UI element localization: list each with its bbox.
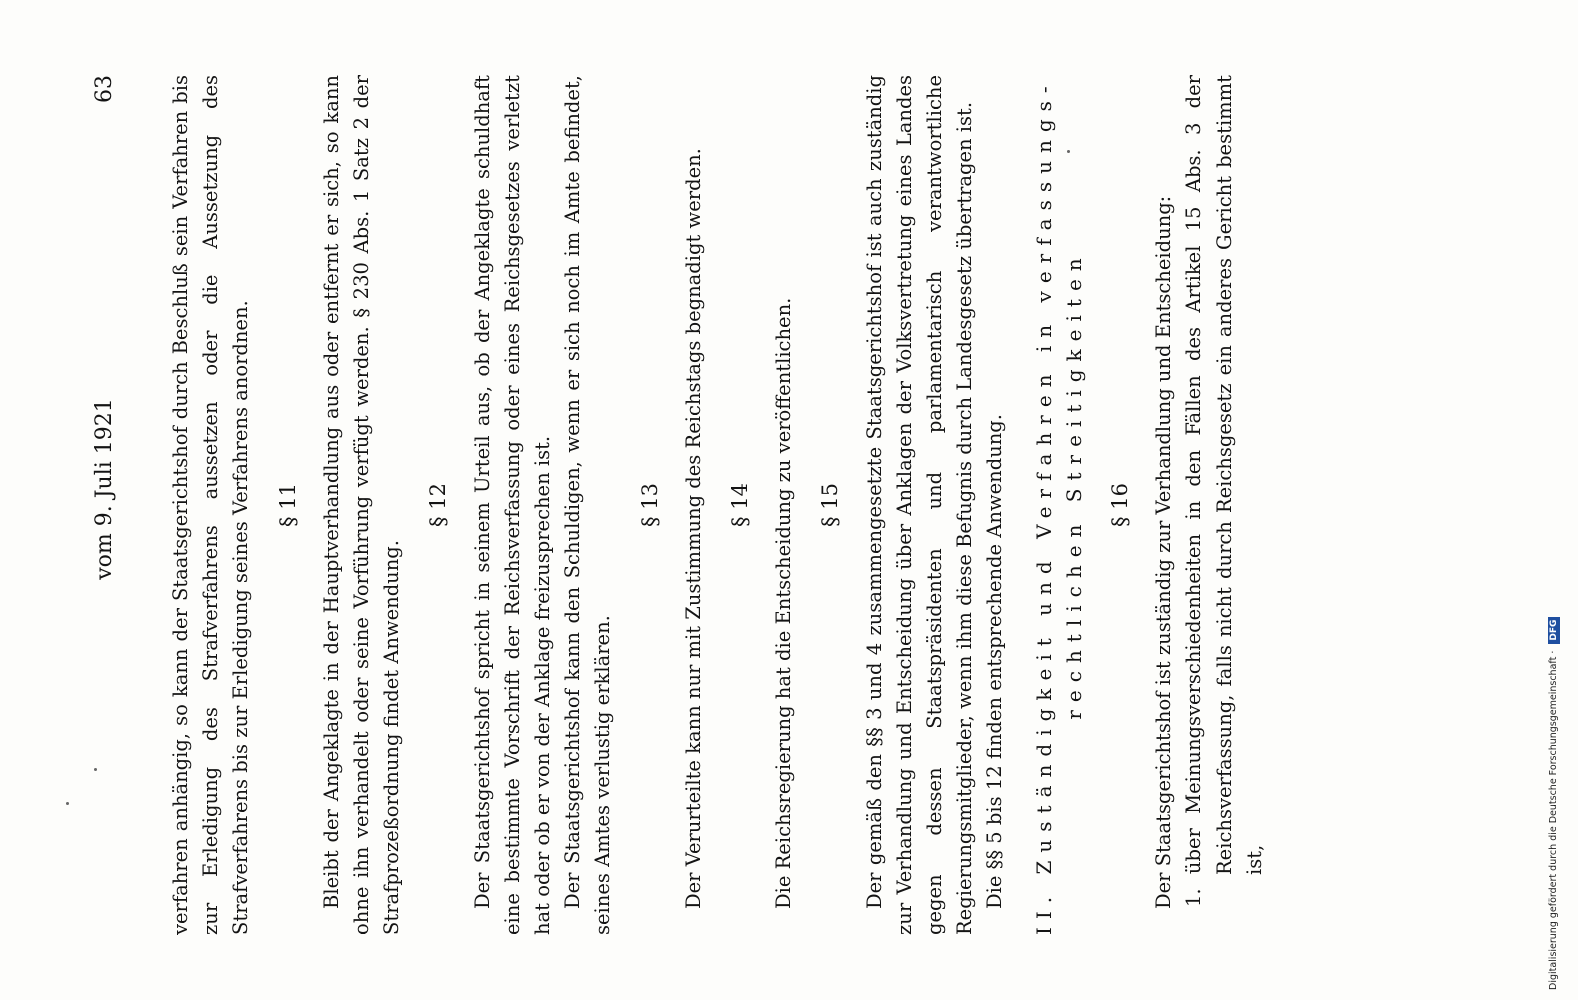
section-heading-12: § 12	[426, 483, 451, 527]
digitization-credit	[1548, 10, 1560, 990]
section-16-text: Der Staatsgerichtshof ist zuständig zur Verhandlung und Entscheidung:	[1152, 195, 1176, 909]
section-heading-13: § 13	[637, 483, 662, 527]
page-number: 63	[92, 75, 117, 103]
chapter-heading-line-2: rechtlichen Streitigkeiten	[1061, 250, 1086, 720]
section-15-text-2: Die §§ 5 bis 12 finden entsprechende Anwendung.	[983, 414, 1007, 909]
chapter-heading	[1029, 75, 1089, 935]
section-11-text: Bleibt der Angeklagte in der Hauptverhandlung aus oder entfernt er sich, so kann ohne ihn verhandelt oder seine Vorführung verfügt werden. § 230 Abs. 1 Satz 2 der Strafprozeßordnung findet Anwendung.	[319, 75, 404, 935]
section-heading-14: § 14	[728, 483, 753, 527]
header-date: vom 9. Juli 1921	[92, 398, 117, 580]
section-heading-15: § 15	[818, 483, 843, 527]
section-12-text-1: Der Staatsgerichtshof spricht in seinem Urteil aus, ob der Angeklagte schuldhaft eine bestimmte Vorschrift der Reichsverfassung oder eines Reichsgesetzes verletzt hat oder ob er von der Anklage freizusprechen ist.	[470, 75, 555, 935]
chapter-heading-line-1: II. Zuständigkeit und Verfahren in verfassungs-	[1031, 78, 1056, 935]
running-header	[90, 75, 130, 935]
section-16-item-1: 1. über Meinungsverschiedenheiten in den Fällen des Artikel 15 Abs. 3 der Reichsverfassung, falls nicht durch Reichsgesetz ein anderes Gericht bestimmt ist,	[1182, 75, 1266, 907]
section-14-text: Die Reichsregierung hat die Entscheidung zu veröffentlichen.	[772, 297, 796, 909]
paragraph-continued: verfahren anhängig, so kann der Staatsgerichtshof durch Beschluß sein Verfahren bis zur Erledigung des Strafverfahrens aussetzen oder die Aussetzung des Strafverfahrens bis zur Erledigung seines Verfahrens anordnen.	[169, 75, 253, 935]
section-13-text: Der Verurteilte kann nur mit Zustimmung des Reichstags begnadigt werden.	[681, 148, 705, 909]
dfg-logo: DFG	[1548, 617, 1560, 644]
section-12-text-2: Der Staatsgerichtshof kann den Schuldigen, wenn er sich noch im Amte befindet, seines Amtes verlustig erklären.	[561, 75, 615, 935]
scan-speck	[66, 802, 69, 805]
digitization-credit-text: Digitalisierung gefördert durch die Deutsche Forschungsgemeinschaft ·	[1548, 650, 1559, 990]
section-15-text-1: Der gemäß den §§ 3 und 4 zusammengesetzte Staatsgerichtshof ist auch zuständig zur Verhandlung und Entscheidung über Anklagen der Volksvertretung eines Landes gegen dessen Staatspräsidenten und parlamentarisch verantwortliche Regierungsmitglieder, wenn ihm diese Befugnis durch Landesgesetz übertragen ist.	[862, 75, 977, 935]
section-heading-11: § 11	[275, 483, 300, 527]
section-heading-16: § 16	[1108, 483, 1133, 527]
rotated-text-page	[90, 75, 1510, 935]
